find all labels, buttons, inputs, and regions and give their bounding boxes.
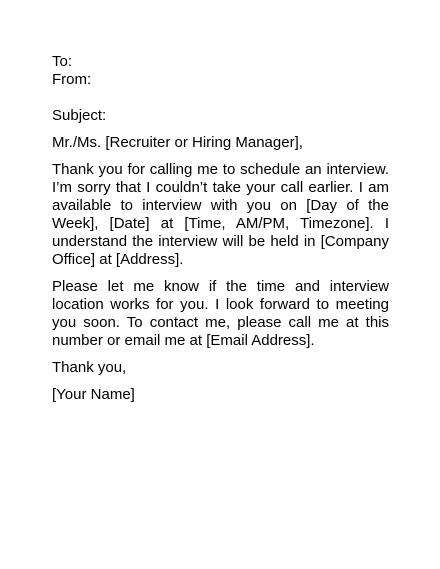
spacer	[52, 377, 389, 386]
subject-label: Subject:	[52, 107, 107, 124]
signature: [Your Name]	[52, 386, 135, 403]
spacer	[52, 152, 389, 161]
body-paragraph-2: Please let me know if the time and interview location works for you. I look forward to meeting you soon. To contact me, please call me at this number or email me at [Email Address].	[52, 278, 389, 349]
to-label: To:	[52, 53, 73, 70]
closing: Thank you,	[52, 359, 127, 376]
spacer	[52, 125, 389, 134]
body-paragraph-1: Thank you for calling me to schedule an interview. I’m sorry that I couldn’t take your call earlier. I am available to interview with you on [Day of the Week], [Date] at [Time, AM/PM, Timezone]. I understand the interview will be held in [Company Office] at [Address].	[52, 161, 389, 268]
spacer	[52, 350, 389, 359]
from-label: From:	[52, 71, 92, 88]
salutation: Mr./Ms. [Recruiter or Hiring Manager],	[52, 134, 303, 151]
spacer	[52, 89, 389, 107]
spacer	[52, 269, 389, 278]
